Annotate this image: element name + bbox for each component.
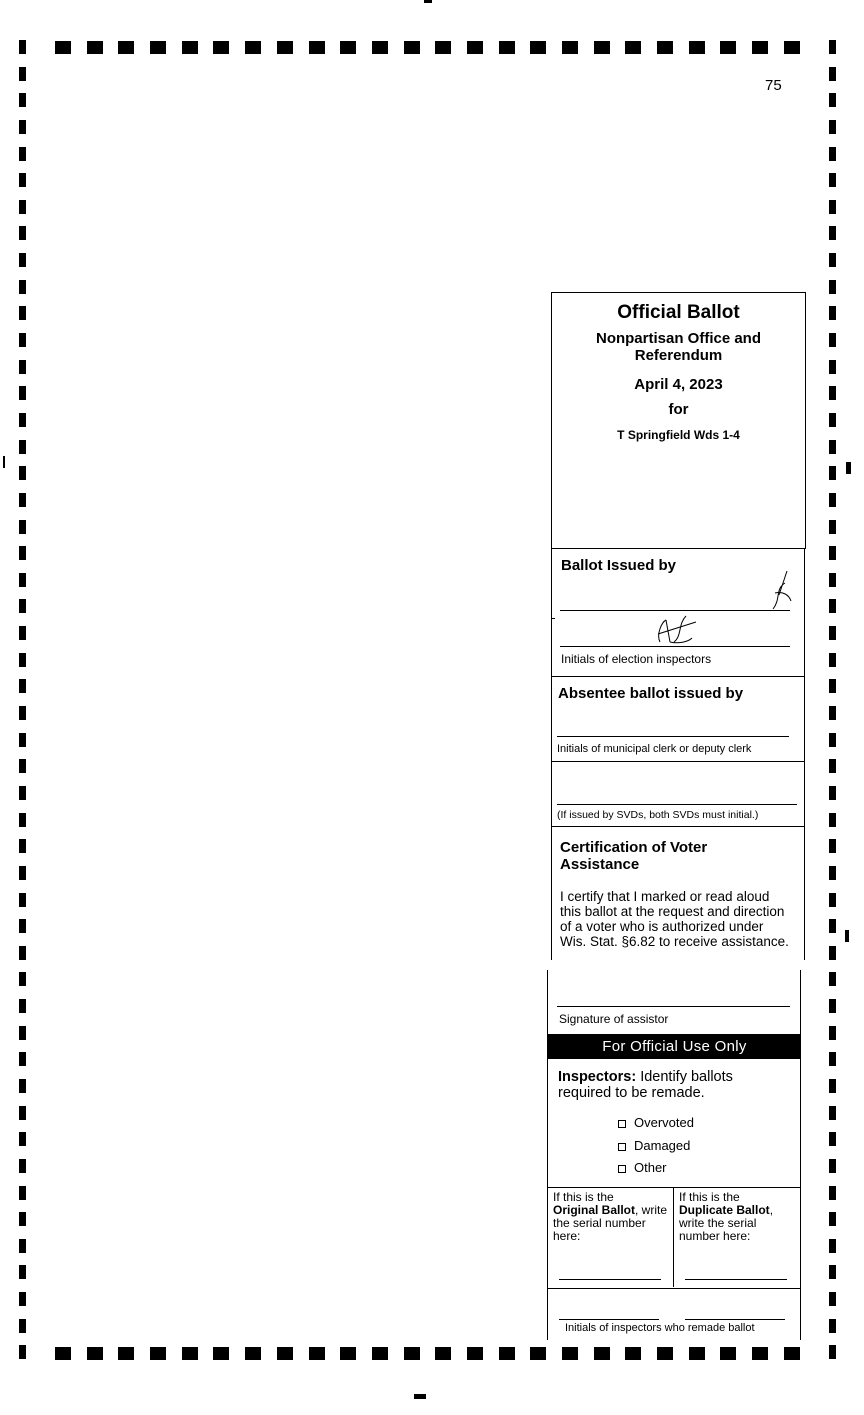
timing-mark [19,759,26,773]
timing-mark [182,1347,198,1360]
timing-mark [435,41,451,54]
official-use-bar: For Official Use Only [548,1034,801,1059]
damaged-label: Damaged [634,1138,691,1153]
timing-mark [19,1319,26,1333]
timing-mark [829,1265,836,1279]
timing-mark [829,173,836,187]
timing-mark [829,626,836,640]
original-serial-line[interactable] [559,1279,661,1280]
timing-mark [277,1347,293,1360]
duplicate-serial-line[interactable] [685,1279,787,1280]
timing-mark [19,999,26,1013]
serial-divider [673,1187,674,1287]
timing-mark [594,1347,610,1360]
divider [547,1187,801,1188]
timing-mark [19,120,26,134]
timing-mark [829,1052,836,1066]
timing-mark [829,759,836,773]
timing-mark [829,573,836,587]
timing-mark [340,41,356,54]
panel-right-edge [804,548,805,960]
timing-mark [19,1265,26,1279]
timing-mark [19,1239,26,1253]
timing-mark [829,520,836,534]
timing-mark [562,41,578,54]
timing-mark [404,1347,420,1360]
timing-mark [720,41,736,54]
timing-mark [19,599,26,613]
timing-mark [19,173,26,187]
ballot-for: for [668,401,689,418]
timing-mark [19,253,26,267]
timing-mark [19,1132,26,1146]
inspectors-instructions [558,1069,778,1101]
timing-mark [19,546,26,560]
timing-mark [752,1347,768,1360]
scan-mark [414,1394,426,1399]
timing-mark [829,226,836,240]
timing-mark [829,546,836,560]
page-number: 75 [765,77,782,94]
timing-mark [720,1347,736,1360]
timing-mark [829,413,836,427]
timing-mark [19,653,26,667]
panel-left-edge [551,548,552,960]
timing-mark [118,41,134,54]
timing-mark [829,653,836,667]
overvoted-option[interactable] [618,1115,694,1130]
ballot-header [551,292,806,549]
timing-mark [784,41,800,54]
checkbox[interactable] [618,1165,626,1173]
timing-mark [829,67,836,81]
timing-mark [19,226,26,240]
timing-mark [829,493,836,507]
timing-mark [829,893,836,907]
absentee-heading: Absentee ballot issued by [558,685,744,702]
right-border-marks [829,40,837,1360]
timing-mark [19,93,26,107]
scan-mark [424,0,432,3]
timing-mark [19,200,26,214]
timing-mark [245,1347,261,1360]
divider [551,826,805,827]
left-border-marks [19,40,27,1360]
bottom-border-marks [55,1347,800,1360]
timing-mark [829,1319,836,1333]
timing-mark [467,1347,483,1360]
timing-mark [829,466,836,480]
ballot-issued-heading: Ballot Issued by [561,557,677,574]
signature-mark [765,565,795,613]
timing-mark [829,1186,836,1200]
timing-mark [404,41,420,54]
timing-mark [213,1347,229,1360]
timing-mark [829,93,836,107]
damaged-option[interactable] [618,1138,690,1153]
certification-heading: Certification of Voter Assistance [560,839,708,873]
timing-mark [19,1079,26,1093]
timing-mark [19,893,26,907]
timing-mark [150,1347,166,1360]
ballot-subtitle: Nonpartisan Office and Referendum [595,330,762,364]
timing-mark [19,40,26,54]
timing-mark [309,41,325,54]
timing-mark [19,1212,26,1226]
timing-mark [829,1239,836,1253]
timing-mark [245,41,261,54]
timing-mark [829,679,836,693]
timing-mark [19,1159,26,1173]
timing-mark [829,360,836,374]
timing-mark [19,1345,26,1359]
timing-mark [829,839,836,853]
checkbox[interactable] [618,1143,626,1151]
timing-mark [340,1347,356,1360]
timing-mark [19,466,26,480]
timing-mark [562,1347,578,1360]
timing-mark [829,1079,836,1093]
timing-mark [19,360,26,374]
original-ballot-instructions: If this is the Original Ballot, write the serial number here: [553,1190,668,1243]
timing-mark [19,679,26,693]
timing-mark [657,41,673,54]
timing-mark [19,520,26,534]
timing-mark [182,41,198,54]
timing-mark [87,41,103,54]
timing-mark [19,706,26,720]
timing-mark [829,40,836,54]
timing-mark [19,1106,26,1120]
certification-body: I certify that I marked or read aloud this ballot at the request and direction of a voter who is authorized under Wis. Stat. §6.82 to receive assistance. [560,889,789,949]
timing-mark [829,599,836,613]
timing-mark [499,41,515,54]
checkbox[interactable] [618,1120,626,1128]
timing-mark [829,1212,836,1226]
ballot-location: T Springfield Wds 1-4 [617,428,740,442]
top-border-marks [55,41,800,54]
clerk-caption: Initials of municipal clerk or deputy clerk [557,743,752,755]
timing-mark [829,972,836,986]
timing-mark [530,1347,546,1360]
timing-mark [435,1347,451,1360]
timing-mark [829,1106,836,1120]
duplicate-ballot-instructions: If this is the Duplicate Ballot, write the serial number here: [679,1190,774,1243]
timing-mark [625,1347,641,1360]
timing-mark [625,41,641,54]
timing-mark [19,733,26,747]
timing-mark [309,1347,325,1360]
timing-mark [829,147,836,161]
timing-mark [689,1347,705,1360]
scan-mark [846,462,851,474]
timing-mark [19,1186,26,1200]
divider [551,548,805,549]
timing-mark [19,1292,26,1306]
timing-mark [19,786,26,800]
timing-mark [19,1052,26,1066]
timing-mark [829,333,836,347]
timing-mark [689,41,705,54]
timing-mark [19,866,26,880]
timing-mark [467,41,483,54]
timing-mark [55,1347,71,1360]
divider [547,1288,801,1289]
initials-mark [652,612,702,648]
ballot-date: April 4, 2023 [634,376,723,393]
timing-mark [829,946,836,960]
timing-mark [829,1345,836,1359]
other-label: Other [634,1160,667,1175]
timing-mark [829,1132,836,1146]
panel-left-edge-lower [547,970,548,1340]
timing-mark [372,41,388,54]
timing-mark [19,919,26,933]
timing-mark [19,839,26,853]
issued-line-1 [560,610,790,611]
ballot-title: Official Ballot [617,302,740,323]
timing-mark [499,1347,515,1360]
panel-right-edge-lower [800,970,801,1340]
overvoted-label: Overvoted [634,1115,694,1130]
timing-mark [55,41,71,54]
timing-mark [19,67,26,81]
timing-mark [19,280,26,294]
timing-mark [829,253,836,267]
divider [551,676,805,677]
remade-caption: Initials of inspectors who remade ballot [565,1322,755,1334]
inspectors-caption: Initials of election inspectors [561,652,712,666]
timing-mark [530,41,546,54]
timing-mark [829,1026,836,1040]
absentee-line [557,736,789,737]
remade-initials-line-1[interactable] [559,1319,659,1320]
svd-line [557,804,797,805]
timing-mark [19,440,26,454]
timing-mark [372,1347,388,1360]
timing-mark [118,1347,134,1360]
timing-mark [213,41,229,54]
timing-mark [829,120,836,134]
timing-mark [829,919,836,933]
timing-mark [19,493,26,507]
timing-mark [829,440,836,454]
timing-mark [19,333,26,347]
timing-mark [829,306,836,320]
timing-mark [19,1026,26,1040]
timing-mark [19,972,26,986]
timing-mark [784,1347,800,1360]
timing-mark [277,41,293,54]
timing-mark [829,386,836,400]
timing-mark [19,306,26,320]
timing-mark [829,1159,836,1173]
timing-mark [829,786,836,800]
timing-mark [19,386,26,400]
timing-mark [19,573,26,587]
issued-line-2 [560,646,790,647]
remade-initials-line-2[interactable] [685,1319,785,1320]
inspectors-label: Inspectors: [558,1069,637,1085]
timing-mark [829,1292,836,1306]
timing-mark [594,41,610,54]
timing-mark [150,41,166,54]
divider [551,761,805,762]
assistor-signature-line [557,1006,790,1007]
timing-mark [19,946,26,960]
timing-mark [19,413,26,427]
timing-mark [19,813,26,827]
timing-mark [829,813,836,827]
svd-caption: (If issued by SVDs, both SVDs must initial.) [557,809,759,821]
other-option[interactable] [618,1160,667,1175]
timing-mark [829,706,836,720]
timing-mark [829,200,836,214]
scan-mark [845,930,849,942]
timing-mark [829,999,836,1013]
timing-mark [657,1347,673,1360]
inspectors-text: Identify ballots required to be remade. [558,1069,733,1101]
timing-mark [19,626,26,640]
timing-mark [19,147,26,161]
timing-mark [829,866,836,880]
scan-mark [3,456,5,468]
timing-mark [87,1347,103,1360]
timing-mark [829,733,836,747]
timing-mark [829,280,836,294]
assistor-caption: Signature of assistor [559,1012,669,1026]
timing-mark [752,41,768,54]
